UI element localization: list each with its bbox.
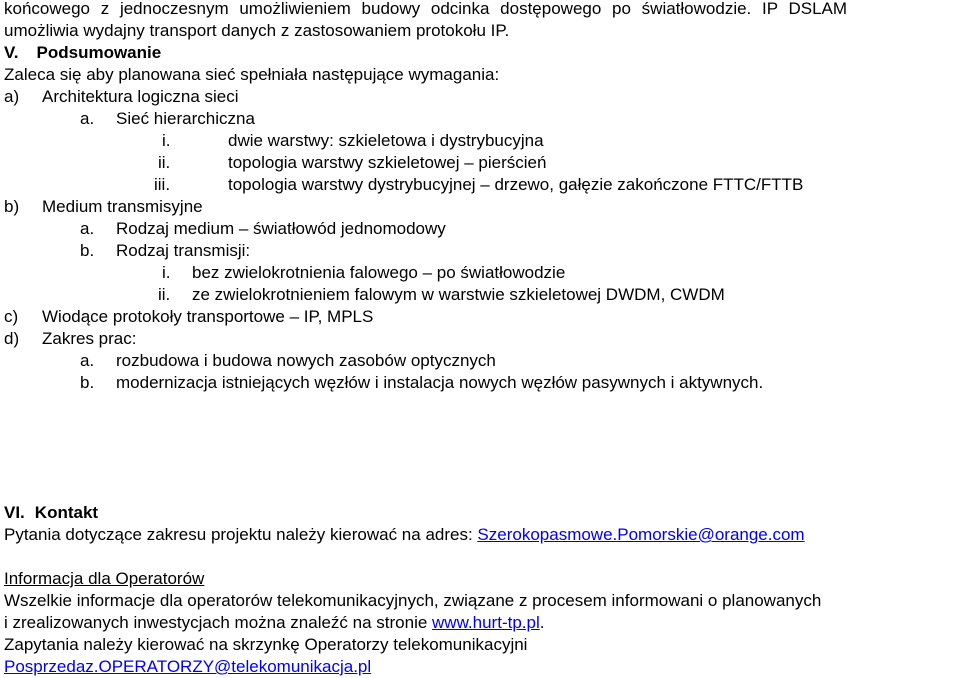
list-label: b. (80, 241, 95, 260)
list-label: i. (162, 263, 171, 282)
list-label: a. (80, 351, 95, 370)
list-label: i. (162, 131, 171, 150)
list-label: ii. (158, 153, 171, 172)
list-item: Medium transmisyjne (42, 197, 203, 216)
list-label: d) (4, 329, 20, 348)
info-heading: Informacja dla Operatorów (4, 569, 205, 588)
mailbox-email-link[interactable]: Posprzedaz.OPERATORZY@telekomunikacja.pl (4, 657, 372, 676)
list-label: ii. (158, 285, 171, 304)
contact-email-link[interactable]: Szerokopasmowe.Pomorskie@orange.com (477, 525, 805, 544)
contact-line (4, 524, 805, 546)
list-item: dwie warstwy: szkieletowa i dystrybucyjna (228, 131, 544, 150)
list-item: topologia warstwy dystrybucyjnej – drzewo, gałęzie zakończone FTTC/FTTB (228, 175, 804, 194)
list-item: rozbudowa i budowa nowych zasobów optycznych (116, 351, 496, 370)
list-label: a) (4, 87, 20, 106)
section-6-title: Kontakt (34, 503, 99, 522)
list-label: a. (80, 109, 95, 128)
section-5-heading (4, 42, 161, 64)
section-5-title: Podsumowanie (36, 43, 162, 62)
intro-line-1: końcowego z jednoczesnym umożliwieniem budowy odcinka dostępowego po światłowodzie. IP DSLAM (4, 0, 848, 18)
section-5-number: V. (4, 43, 19, 62)
info-line-2-text: i zrealizowanych inwestycjach można znaleźć na stronie (4, 613, 433, 632)
list-label: b. (80, 373, 95, 392)
list-label: iii. (154, 175, 171, 194)
list-label: c) (4, 307, 19, 326)
list-label: a. (80, 219, 95, 238)
info-line-1: Wszelkie informacje dla operatorów telekomunikacyjnych, związane z procesem informowani o planowanych (4, 591, 822, 610)
info-line-2 (4, 612, 544, 634)
mailbox-text: Zapytania należy kierować na skrzynkę Operatorzy telekomunikacyjni (4, 635, 528, 654)
list-item: ze zwielokrotnieniem falowym w warstwie szkieletowej DWDM, CWDM (192, 285, 725, 304)
section-6-number: VI. (4, 503, 25, 522)
list-item: bez zwielokrotnienia falowego – po światłowodzie (192, 263, 566, 282)
hurt-tp-link[interactable]: www.hurt-tp.pl (432, 613, 540, 632)
list-item: Zakres prac: (42, 329, 137, 348)
list-item: Rodzaj transmisji: (116, 241, 251, 260)
list-item: Rodzaj medium – światłowód jednomodowy (116, 219, 446, 238)
list-item: Architektura logiczna sieci (42, 87, 239, 106)
list-label: b) (4, 197, 20, 216)
section-5-lead: Zaleca się aby planowana sieć spełniała następujące wymagania: (4, 65, 500, 84)
intro-line-2: umożliwia wydajny transport danych z zastosowaniem protokołu IP. (4, 21, 510, 40)
list-item: topologia warstwy szkieletowej – pierścień (228, 153, 547, 172)
list-item: Sieć hierarchiczna (116, 109, 255, 128)
info-line-2-end: . (539, 613, 545, 632)
list-item: Wiodące protokoły transportowe – IP, MPLS (42, 307, 374, 326)
list-item: modernizacja istniejących węzłów i instalacja nowych węzłów pasywnych i aktywnych. (116, 373, 764, 392)
section-6-heading (4, 502, 98, 524)
contact-text: Pytania dotyczące zakresu projektu należy kierować na adres: (4, 525, 478, 544)
